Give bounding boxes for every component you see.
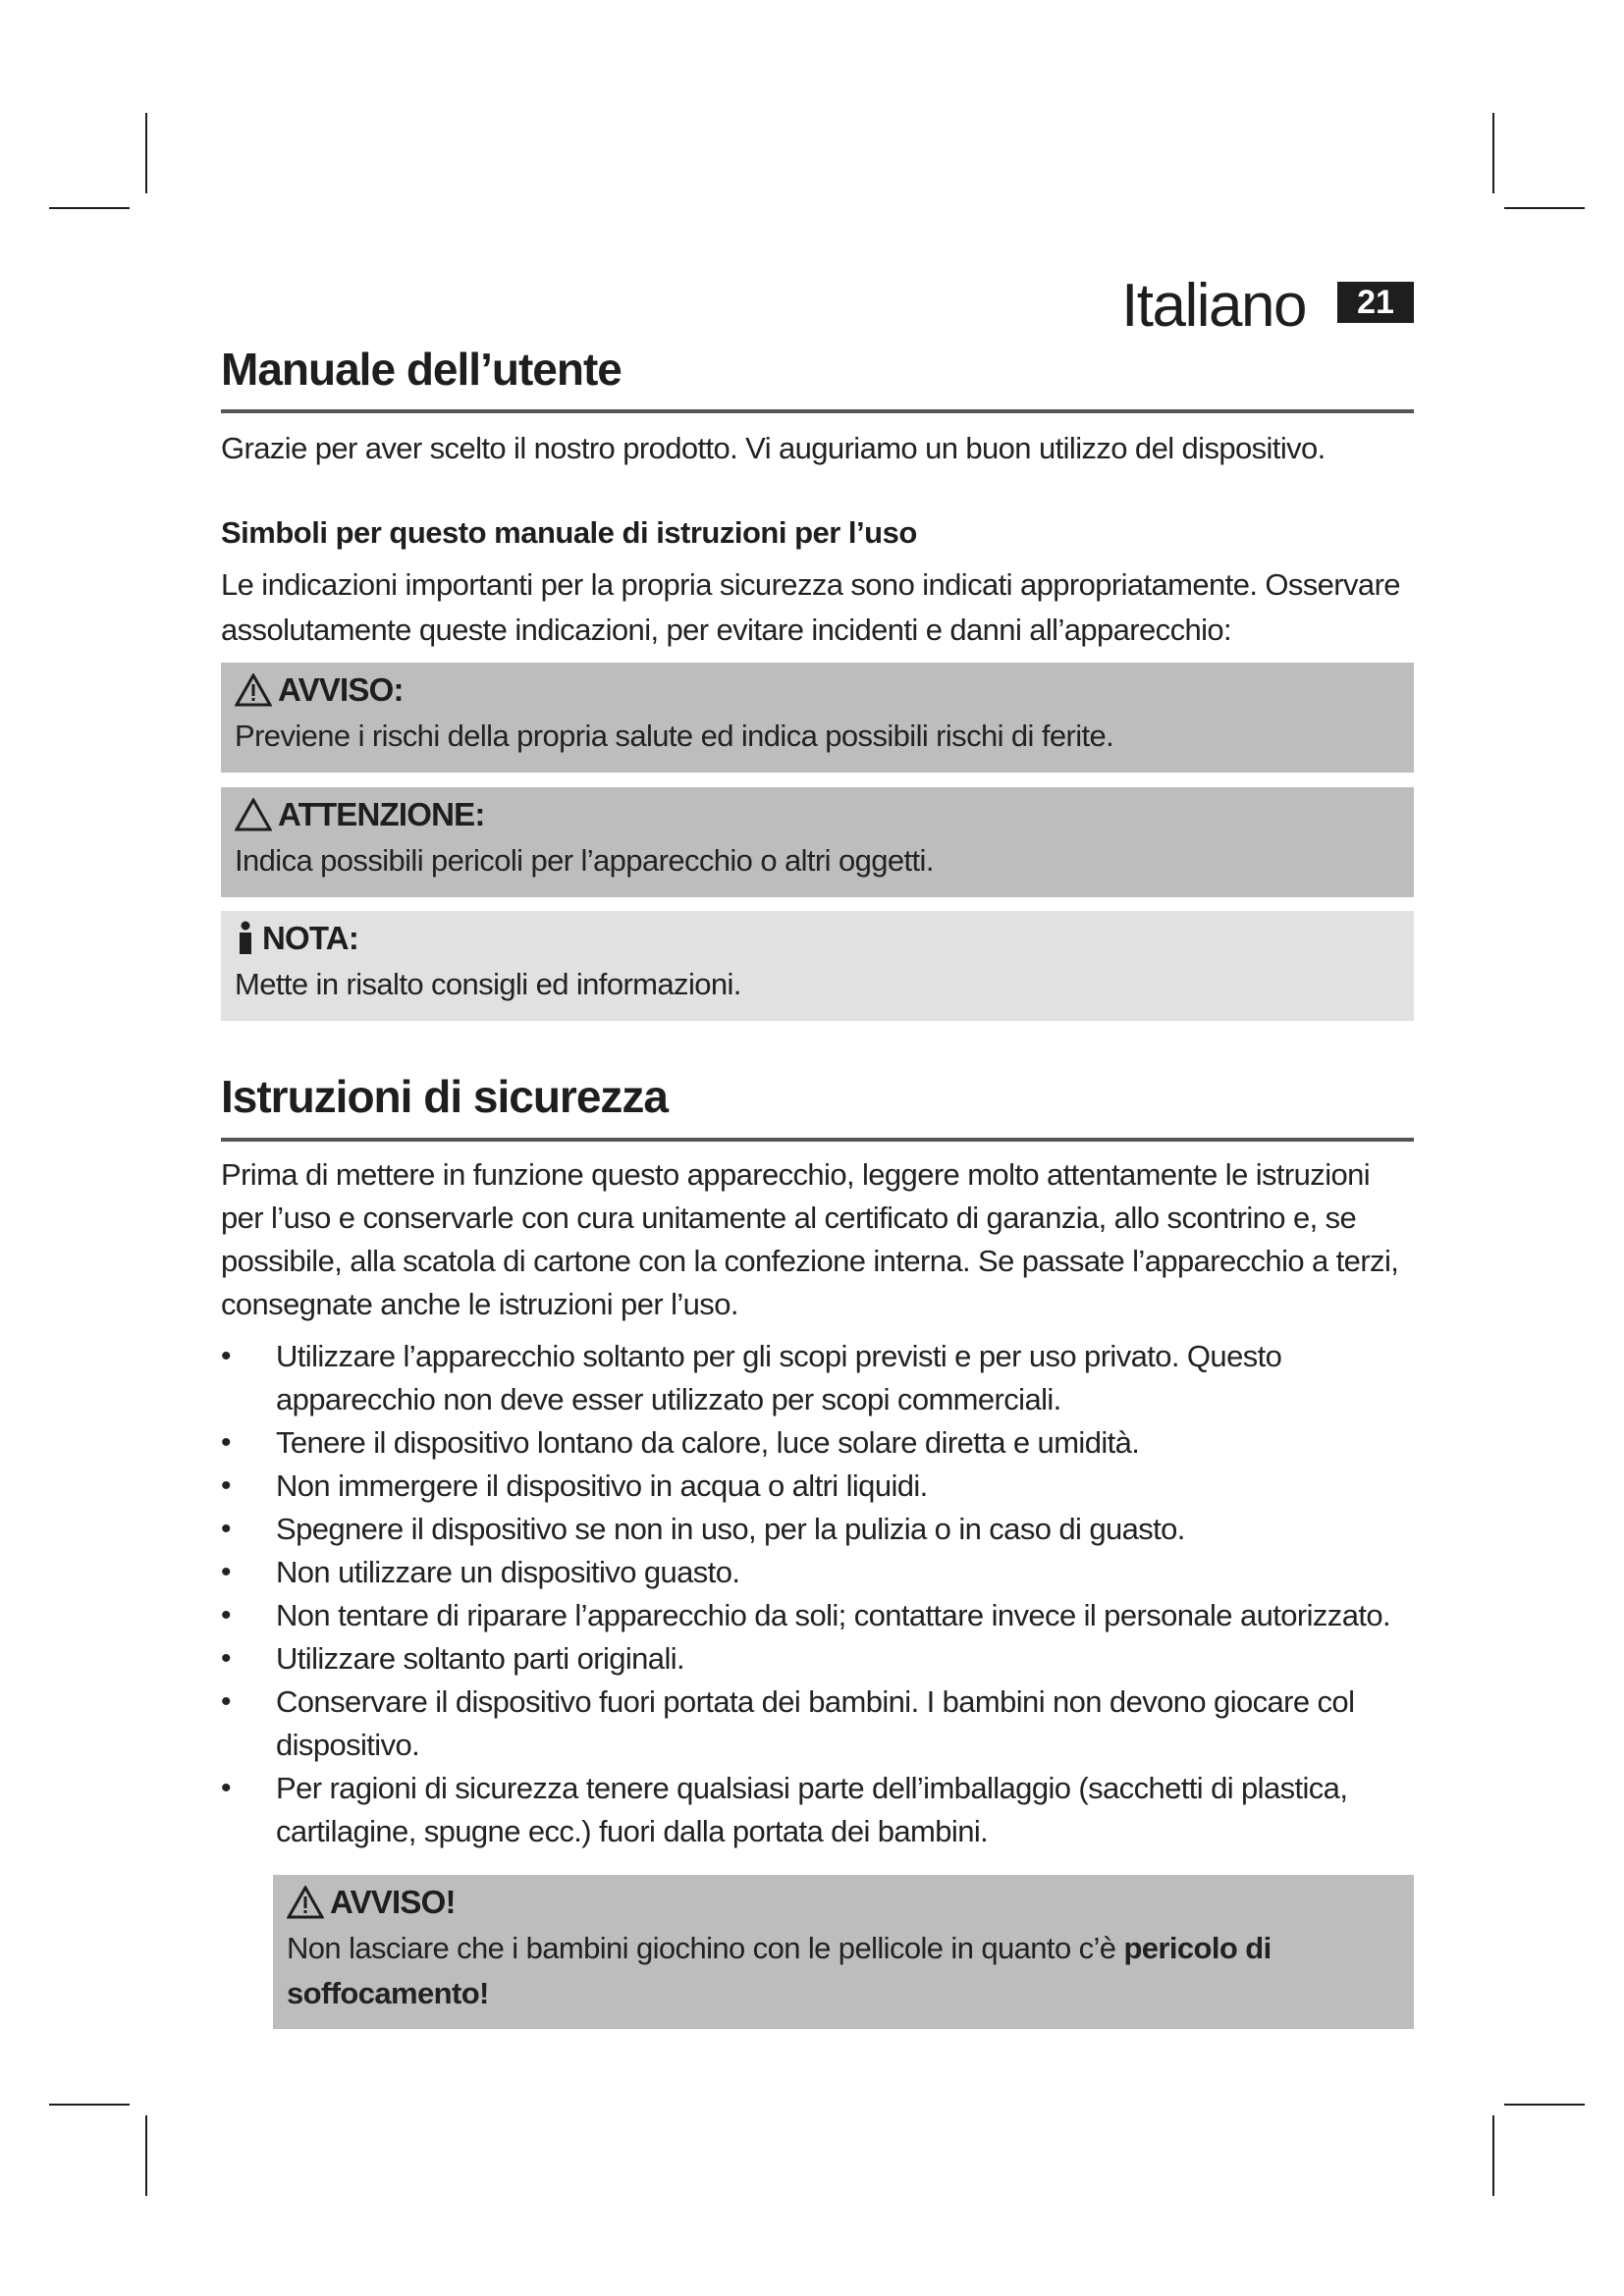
note-box-nota [221,911,1414,1021]
list-item: • Per ragioni di sicurezza tenere qualsiasi parte dell’imballaggio (sacchetti di plastica, cartilagine, spugne ecc.) fuori dalla portata dei bambini. [221,1767,1424,1853]
warning-text-bold: pericolo di soffocamento! [287,1931,1272,2010]
note-text: Indica possibili pericoli per l’apparecchio o altri oggetti. [235,843,934,878]
crop-mark [145,113,147,193]
list-item: • Conservare il dispositivo fuori portata dei bambini. I bambini non devono giocare col dispositivo. [221,1681,1424,1767]
symbols-text: Le indicazioni importanti per la propria sicurezza sono indicati appropriatamente. Osservare assolutamente queste indicazioni, per evitare incidenti e danni all’apparecchio: [221,567,1400,647]
section-title-manual: Manuale dell’utente [221,344,622,395]
warning-text: Non lasciare che i bambini giochino con le pellicole in quanto c’è [287,1931,1124,1965]
safety-intro: Prima di mettere in funzione questo apparecchio, leggere molto attentamente le istruzioni per l’uso e conservarle con cura unitamente al certificato di garanzia, allo scontrino e, se possibile, alla scatola di cartone con la confezione interna. Se passate l’apparecchio a terzi, consegnate anche le istruzioni per l’uso. [221,1157,1399,1321]
warning-triangle-icon [287,1886,324,1919]
note-text: Previene i rischi della propria salute ed indica possibili rischi di ferite. [235,719,1114,753]
note-text [287,1926,1400,2016]
safety-list [221,1335,1424,1853]
crop-mark [1492,113,1494,193]
note-title: ATTENZIONE: [278,796,485,832]
list-item: • Non utilizzare un dispositivo guasto. [221,1551,1424,1594]
manual-intro: Grazie per aver scelto il nostro prodotto. Vi auguriamo un buon utilizzo del dispositivo. [221,431,1326,465]
symbols-heading: Simboli per questo manuale di istruzioni per l’uso [221,515,917,550]
list-item: • Spegnere il dispositivo se non in uso, per la pulizia o in caso di guasto. [221,1508,1424,1551]
page-number: 21 [1337,282,1414,323]
crop-mark [49,2104,130,2106]
note-title: AVVISO: [278,671,404,708]
crop-mark [1504,2104,1585,2106]
crop-mark [145,2115,147,2196]
section-title-safety: Istruzioni di sicurezza [221,1071,668,1122]
crop-mark [1504,207,1585,209]
language-header: Italiano [1121,272,1306,340]
list-item: • Tenere il dispositivo lontano da calore, luce solare diretta e umidità. [221,1421,1424,1465]
section-rule [221,1138,1414,1142]
list-item: • Non tentare di riparare l’apparecchio da soli; contattare invece il personale autorizzato. [221,1594,1424,1637]
note-text: Mette in risalto consigli ed informazioni. [235,967,741,1001]
crop-mark [1492,2115,1494,2196]
list-item: • Utilizzare soltanto parti originali. [221,1637,1424,1681]
note-title: NOTA: [262,920,359,956]
list-item: • Non immergere il dispositivo in acqua o altri liquidi. [221,1465,1424,1508]
warning-triangle-icon [235,673,272,707]
note-box-attenzione [221,787,1414,897]
caution-triangle-icon [235,798,272,831]
crop-mark [49,207,130,209]
list-item: • Utilizzare l’apparecchio soltanto per gli scopi previsti e per uso privato. Questo apparecchio non deve esser utilizzato per scopi commerciali. [221,1335,1424,1421]
warning-box-children [273,1875,1414,2029]
note-title: AVVISO! [330,1884,456,1920]
info-icon [235,921,256,956]
section-rule [221,409,1414,413]
note-box-avviso [221,663,1414,773]
